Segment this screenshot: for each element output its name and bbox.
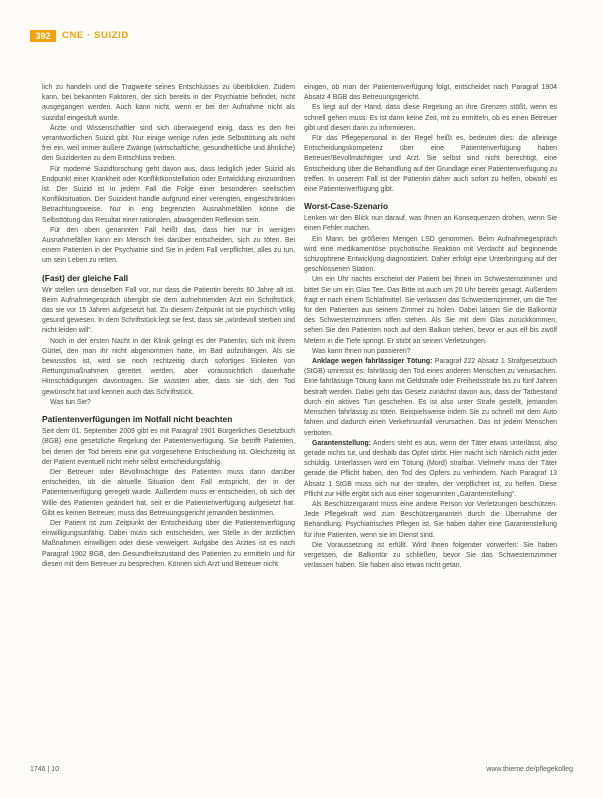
paragraph: Die Voraussetzung ist erfüllt. Wird Ihnen folgender vorwerfen: Sie haben vergessen, die Balkontür zu schließen, bevor Sie das Schwesternzimmer verlassen haben. Sie haben also etwas nicht getan. xyxy=(304,541,557,570)
page-number-badge xyxy=(30,30,56,42)
paragraph-lead: Garantenstellung: xyxy=(312,439,371,447)
paragraph xyxy=(304,357,557,439)
paragraph: Was tun Sie? xyxy=(50,398,91,406)
paragraph: Es liegt auf der Hand, dass diese Regelung an ihre Grenzen stößt, wenn es schnell gehen muss. Es ist dann keine Zeit, mit zu ermitteln, ob es einen Betreuer gibt und diesen dann zu informieren. xyxy=(304,104,557,132)
paragraph: Als Beschützergarant muss eine andere Person vor Verletzungen beschützen. Jede Pflegekraft wird zum Beschützergaranten durch die Übernahme der Behandlung. Psychiatrisches Pflegen ist, Sie haben daher eine Garantenstellung für ihre Patienten, wenn sie im Dienst sind. xyxy=(304,500,557,539)
paragraph: Ärzte und Wissenschaftler sind sich überwiegend einig, dass es den frei verantwortlichen Suizid gibt. Nur einige wenige rufen jede Selbsttötung als nicht frei ein, weil immer äußere Zwänge (wirtschaftliche, gesundheitliche und ähnliche) den Suizidenten zu dem Entschluss treiben. xyxy=(42,124,295,163)
paragraph: lich zu handeln und die Tragweite seines Entschlusses zu überblicken. Zudem kann, bei bekannten Faktoren, der sich bereits in der Psychiatrie befindet, nicht ausgegangen werden. Auch kann nicht, wenn er bei der Aufnahme nicht als suizidal eingestuft wurde. xyxy=(42,84,295,122)
paragraph: Wir stellen uns denselben Fall vor, nur dass die Patientin bereits 60 Jahre alt ist. Beim Aufnahmegespräch übergibt sie dem aufnehmenden Arzt ein Schriftstück, das sie vor 15 Jahren aufgesetzt hat. Zu diesem Zeitpunkt ist sie psychisch völlig gesund gewesen. In dem Schriftstück legt sie fest, dass sie „würdevoll sterben und nicht leiden will“. xyxy=(42,286,295,335)
paragraph: Der Patient ist zum Zeitpunkt der Entscheidung über die Patientenverfügung einwilligungsunfähig. Dabei muss sich entscheiden, wer Stelle in der ärztlichen Maßnahmen einwilligen oder diese verweigert. Aufgabe des Arztes ist es nach Paragraf 1902 BGB, den Gesundheitszustand des Patienten zu ermitteln und für diesen mit dem Betreuer zu besprechen. Können sich Arzt und Betreuer nicht xyxy=(42,519,295,568)
section-heading: Patientenverfügungen im Notfall nicht beachten xyxy=(42,414,233,425)
paragraph: Um ein Uhr nachts erscheint der Patient bei Ihnen im Schwesternzimmer und bittet Sie um ein Glas Tee. Das Bitte ist auch um 20 Uhr bereits gesagt. Außerdem fragt er nach einem Schlafmittel. Sie verlassen das Schwesternzimmer, um die Tee für den Patienten aus seinem Zimmer zu holen. Dabei lassen Sie die Balkontür des Schwesternzimmers offen stehen. Als Sie mit dem Glas zurückkommen, sehen Sie den Patienten noch auf dem Balkon stehen, bevor er aus elf bis zwölf Metern in die Tiefe springt. Er stirbt an seinen Verletzungen. xyxy=(304,276,557,345)
paragraph: Noch in der ersten Nacht in der Klinik gelingt es der Patientin, sich mit ihrem Gürtel, den man ihr nicht abgenommen hatte, im Bad aufzuhängen. Als sie bewusstlos ist, wird sie noch rechtzeitig durch sofortiges Einleiten von Rettungsmaßnahmen gerettet werden, aber voraussichtlich dauerhafte Hirnschädigungen davontragen. Sie wussten aber, dass sie sich den Tod gewünscht hat und kennen auch das Schriftstück. xyxy=(42,337,295,396)
paragraph: Lenken wir den Blick nun darauf, was Ihnen an Konsequenzen drohen, wenn Sie einen Fehler machen. xyxy=(304,215,557,233)
paragraph xyxy=(304,439,557,500)
page-number: 392 xyxy=(35,31,51,41)
left-text-column xyxy=(42,83,295,739)
footer-url[interactable]: www.thieme.de/pflegekolleg xyxy=(486,766,573,773)
paragraph: Ein Mann, bei größeren Mengen LSD genommen. Beim Aufnahmegespräch wird eine medikamentöse psychotische Reaktion mit Verdacht auf beginnende schizophrene Entwicklung diagnostiziert. Daher erfolgt eine Unterbringung auf der geschlossenen Station. xyxy=(304,235,557,274)
section-heading: (Fast) der gleiche Fall xyxy=(42,272,129,283)
paragraph: einigen, ob man der Patientenverfügung folgt, entscheidet nach Paragraf 1904 Absatz 4 BGB das Betreuungsgericht. xyxy=(304,84,557,102)
paragraph-lead: Anklage wegen fahrlässiger Tötung: xyxy=(312,358,433,366)
right-text-column xyxy=(304,83,557,739)
paragraph: Für den oben genannten Fall heißt das, dass hier nur in wenigen Ausnahmefällen kann ein Mensch frei darüber entscheiden, sich zu töten. Bei einem Patienten in der Psychiatrie sind Sie in jedem Fall verpflichtet, alles zu tun, um sein Leben zu retten. xyxy=(42,226,295,265)
paragraph: Was kann Ihnen nun passieren? xyxy=(312,347,411,355)
section-heading: Worst-Case-Szenario xyxy=(304,201,389,212)
section-title: CNE · SUIZID xyxy=(62,30,129,41)
paragraph: Für das Pflegepersonal in der Regel heißt es, bedeutet dies: die alleinige Entscheidungskompetenz über eine Patientenverfügung haben Betreuer/Bevollmächtigter und Arzt. Sie selbst sind nicht berechtigt, eine Entscheidung über die Behandlung auf der Grundlage einer Patientenverfügung zu treffen. In unserem Fall ist der Patientin daher auch sofort zu helfen, obwohl es eine Patientenverfügung gibt. xyxy=(304,135,557,194)
footer-issue: 1746 | 10 xyxy=(30,766,60,773)
paragraph-body: Paragraf 222 Absatz 1 Strafgesetzbuch (StGB) umreisst es: fahrlässig den Tod eines anderen Menschen zu verursachen. Eine fahrlässige Tötung kann mit Geldstrafe oder Freiheitsstrafe bis zu fünf Jahren bestraft werden. Dabei geht das Gesetz zunächst davon aus, dass der Tatbestand durch ein aktives Tun geschehen. Es ist also unter Strafe gestellt, jemanden Menschen fahrlässig zu töten. Beispielsweise indem Sie zu schnell mit dem Auto fahren und dadurch einen Verkehrsunfall verursachen. Das ist jedem Menschen verboten. xyxy=(304,358,557,437)
paragraph: Der Betreuer oder Bevollmächtigte des Patienten muss dann darüber entscheiden, ob die aktuelle Situation dem Fall entspricht, der in der Patientenverfügung geregelt wurde. Außerdem muss er entscheiden, ob sich der Wille des Patienten geändert hat, seit er die Patientenverfügung aufgesetzt hat. Gibt es keinen Betreuer, muss das Betreuungsgericht jemanden bestimmen. xyxy=(42,468,295,517)
paragraph: Für moderne Suizidforschung geht davon aus, dass lediglich jeder Suizid als Endpunkt einer Krankheit oder Konfliktkonstellation oder Entwicklung einzuordnen ist. Der Suizid ist in jedem Fall die Folge einer besonderen seelischen Konfliktsituation. Der Suizident handle aufgrund einer verengten, eingeschränkten Betrachtungsweise. Nur in eng begrenzten Ausnahmefällen könne die Selbsttötung das Resultat einer rationalen, abwägenden Reflexion sein. xyxy=(42,165,295,224)
paragraph: Seit dem 01. September 2009 gibt es mit Paragraf 1901 Bürgerliches Gesetzbuch (BGB) eine gesetzliche Regelung der Patientenverfügung. Sie betrifft Patienten, bei denen der Tod bereits eine gut vorgesehene Entscheidung ist. Gleichzeitig ist der Patient eventuell nicht mehr selbst entscheidungsfähig. xyxy=(42,428,295,466)
paragraph-body: Anders steht es aus, wenn der Täter etwas unterlässt, also gerade nichts tut, und deshalb das Opfer stirbt. Hier macht sich nämlich nicht jeder schuldig. Unterlassen wird ein Tötung (Mord) strafbar. Vielmehr muss der Täter gerade die Pflicht haben, den Tod des Opfers zu verhindern. Nach Paragraf 13 Absatz 1 StGB muss sich nur der strafen, der verpflichtet ist, zu helfen. Diese Pflicht zur Hilfe ergibt sich aus einer sogenannten „Garantenstellung“. xyxy=(304,439,557,498)
